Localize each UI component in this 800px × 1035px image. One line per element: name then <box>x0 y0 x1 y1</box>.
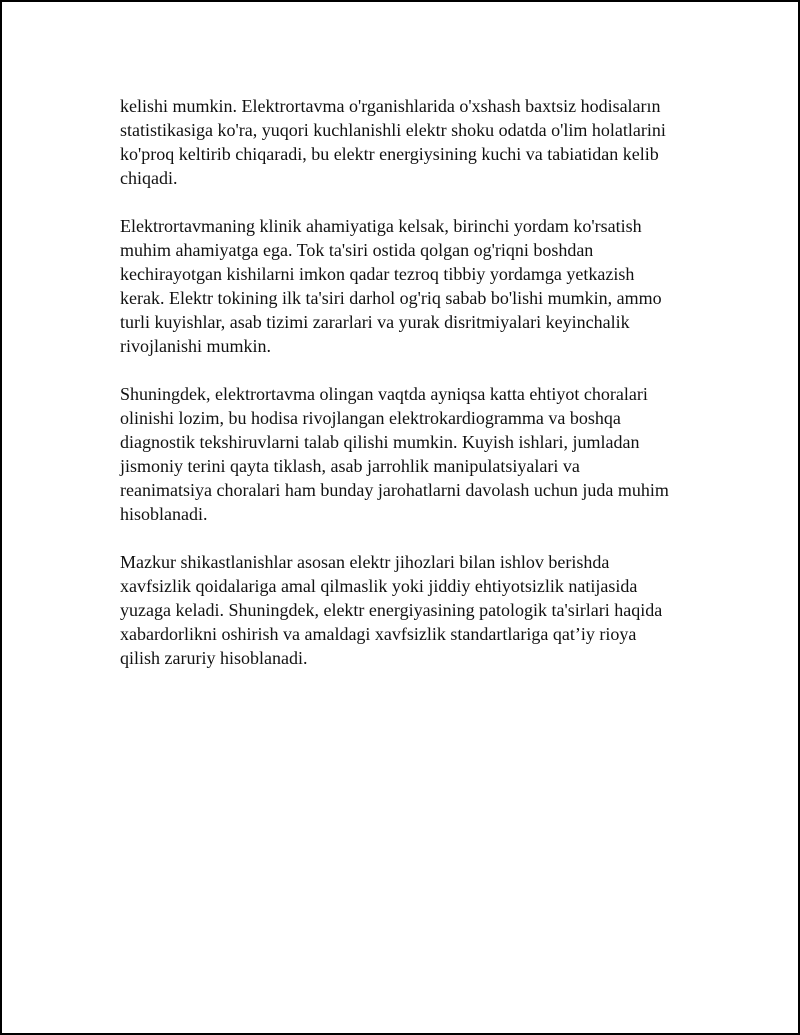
document-body <box>120 94 692 694</box>
paragraph: Mazkur shikastlanishlar asosan elektr jihozlari bilan ishlov berishda xavfsizlik qoidalariga amal qilmaslik yoki jiddiy ehtiyotsizlik natijasida yuzaga keladi. Shuningdek, elektr energiyasining patologik ta'sirlari haqida xabardorlikni oshirish va amaldagi xavfsizlik standartlariga qat’iy rioya qilish zaruriy hisoblanadi. <box>120 552 663 668</box>
paragraph: Shuningdek, elektrortavma olingan vaqtda ayniqsa katta ehtiyot choralari olinishi lozim, bu hodisa rivojlangan elektrokardiogramma va boshqa diagnostik tekshiruvlarni talab qilishi mumkin. Kuyish ishlari, jumladan jismoniy terini qayta tiklash, asab jarrohlik manipulatsiyalari va reanimatsiya choralari ham bunday jarohatlarni davolash uchun juda muhim hisoblanadi. <box>120 384 669 524</box>
paragraph: kelishi mumkin. Elektrortavma o'rganishlarida o'xshash baxtsiz hodisaların statistikasiga ko'ra, yuqori kuchlanishli elektr shoku odatda o'lim holatlarini ko'proq keltirib chiqaradi, bu elektr energiysining kuchi va tabiatidan kelib chiqadi. <box>120 96 666 188</box>
paragraph: Elektrortavmaning klinik ahamiyatiga kelsak, birinchi yordam ko'rsatish muhim ahamiyatga ega. Tok ta'siri ostida qolgan og'riqni boshdan kechirayotgan kishilarni imkon qadar tezroq tibbiy yordamga yetkazish kerak. Elektr tokining ilk ta'siri darhol og'riq sabab bo'lishi mumkin, ammo turli kuyishlar, asab tizimi zararlari va yurak disritmiyalari keyinchalik rivojlanishi mumkin. <box>120 216 662 356</box>
